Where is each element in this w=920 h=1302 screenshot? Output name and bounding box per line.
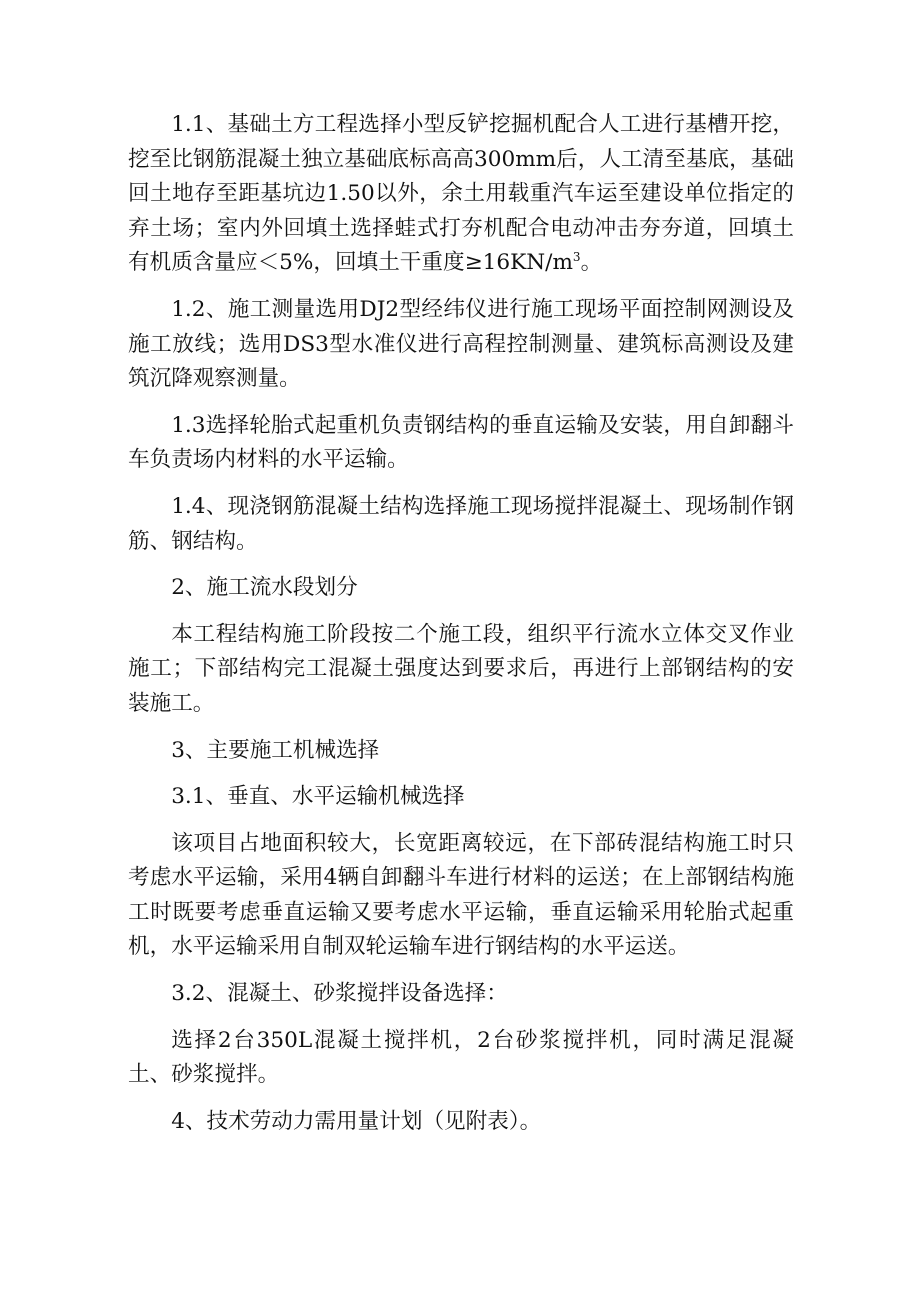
paragraph-suffix: 。 xyxy=(580,250,603,276)
paragraph-1-4-concrete: 1.4、现浇钢筋混凝土结构选择施工现场搅拌混凝土、现场制作钢筋、钢结构。 xyxy=(128,493,794,554)
document-body xyxy=(128,108,794,1139)
heading-3-2-mixers: 3.2、混凝土、砂浆搅拌设备选择： xyxy=(171,981,508,1007)
superscript-cubed: 3 xyxy=(572,250,581,265)
heading-3-1-transport: 3.1、垂直、水平运输机械选择 xyxy=(171,784,465,810)
paragraph-3-2-body: 选择2台350L混凝土搅拌机，2台砂浆搅拌机，同时满足混凝土、砂浆搅拌。 xyxy=(128,1027,794,1088)
heading-4-labor-plan: 4、技术劳动力需用量计划（见附表）。 xyxy=(171,1108,542,1134)
paragraph-1-2-survey: 1.2、施工测量选用DJ2型经纬仪进行施工现场平面控制网测设及施工放线；选用DS3型水准仪进行高程控制测量、建筑标高测设及建筑沉降观察测量。 xyxy=(128,296,794,392)
paragraph-2-body: 本工程结构施工阶段按二个施工段，组织平行流水立体交叉作业施工；下部结构完工混凝土强度达到要求后，再进行上部钢结构的安装施工。 xyxy=(128,621,794,716)
heading-2-flow-sections: 2、施工流水段划分 xyxy=(171,575,358,601)
paragraph-1-3-crane: 1.3选择轮胎式起重机负责钢结构的垂直运输及安装，用自卸翻斗车负责场内材料的水平运输。 xyxy=(128,412,794,473)
paragraph-3-1-body: 该项目占地面积较大，长宽距离较远，在下部砖混结构施工时只考虑水平运输，采用4辆自卸翻斗车进行材料的运送；在上部钢结构施工时既要考虑垂直运输又要考虑水平运输，垂直运输采用轮胎式起重机，水平运输采用自制双轮运输车进行钢结构的水平运送。 xyxy=(128,830,794,960)
heading-3-machinery: 3、主要施工机械选择 xyxy=(171,737,380,763)
paragraph-text: 1.1、基础土方工程选择小型反铲挖掘机配合人工进行基槽开挖，挖至比钢筋混凝土独立基础底标高高300mm后，人工清至基底，基础回土地存至距基坑边1.50以外，余土用载重汽车运至建设单位指定的弃土场；室内外回填土选择蛙式打夯机配合电动冲击夯夯道，回填土有机质含量应＜5%，回填土干重度≥16KN/m xyxy=(128,112,794,276)
paragraph-1-1-earthwork xyxy=(128,108,794,281)
